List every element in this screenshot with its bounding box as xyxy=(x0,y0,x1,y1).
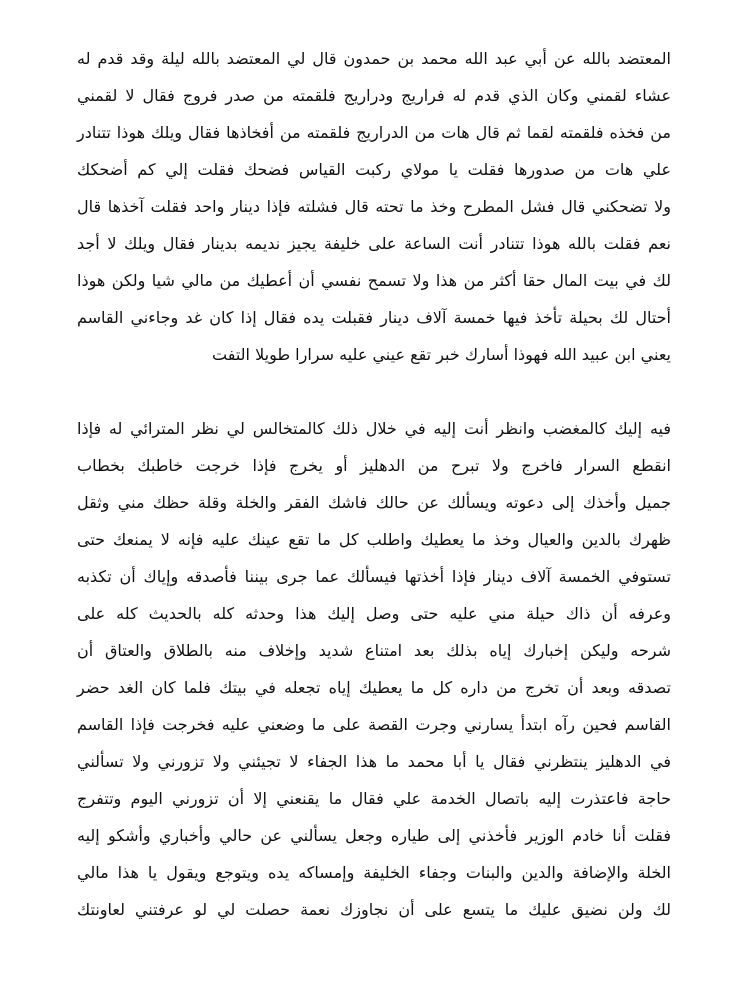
text-line: القاسم فحين رآه ابتدأ يسارني وجرت القصة على ما وضعني عليه فخرجت فإذا القاسم xyxy=(77,715,671,734)
text-line: المعتضد بالله عن أبي عبد الله محمد بن حمدون قال لي المعتضد بالله ليلة وقد قدم له xyxy=(77,49,671,68)
text-line: في الدهليز ينتظرني فقال يا أبا محمد ما هذا الجفاء لا تجيئني ولا تزورني ولا تسألني xyxy=(77,752,671,771)
text-line: علي هات من صدورها فقلت يا مولاي ركبت القياس فضحك فقلت إلي كم أضحكك xyxy=(77,160,671,179)
text-line: أحتال لك بحيلة تأخذ فيها خمسة آلاف دينار فقبلت يده فقال إذا كان غد وجاءني القاسم xyxy=(77,308,671,327)
text-line: تستوفي الخمسة آلاف دينار فإذا أخذتها فيسألك عما جرى بيننا فأصدقه وإياك أن تكذبه xyxy=(77,567,671,586)
text-line: حاجة فاعتذرت إليه باتصال الخدمة علي فقال ما يقنعني إلا أن تزورني اليوم وتتفرج xyxy=(77,789,671,808)
text-line: الخلة والإضافة والدين والبنات وجفاء الخليفة وإمساكه يده ويتوجع ويقول يا هذا مالي xyxy=(77,863,671,882)
text-line: عشاء لقمني وكان الذي قدم له فراريج ودراريج فلقمته من صدر فروج فقال لا لقمني xyxy=(77,86,671,105)
text-line: من فخذه فلقمته لقما ثم قال هات من الدراريج فلقمته من أفخاذها فقال ويلك هوذا تتنادر xyxy=(77,123,671,142)
text-line: وعرفه أن ذاك حيلة مني عليه حتى وصل إليك هذا وحدثه كله بالحديث كله على xyxy=(77,604,671,623)
text-line: لك ولن نضيق عليك ما يتسع على أن نجاوزك نعمة حصلت لي لو عرفتني لعاونتك xyxy=(77,900,671,919)
text-line: تصدقه وبعد أن تخرج من داره كل ما يعطيك إياه تجعله في بيتك فلما كان الغد حضر xyxy=(77,678,671,697)
paragraph-1 xyxy=(77,40,671,373)
text-line: شرحه وليكن إخبارك إياه بذلك بعد امتناع شديد وإخلاف منه بالطلاق والعتاق أن xyxy=(77,641,671,660)
text-line: جميل وأخذك إلى دعوته ويسألك عن حالك فاشك الفقر والخلة وقلة حظك مني وثقل xyxy=(77,493,671,512)
text-line: يعني ابن عبيد الله فهوذا أسارك خبر تقع عيني عليه سرارا طويلا التفت xyxy=(212,345,671,364)
text-line: نعم فقلت بالله هوذا تتنادر أنت الساعة على خليفة يجيز نديمه بدينار فقال ويلك لا أجد xyxy=(77,234,671,253)
paragraph-2 xyxy=(77,410,671,928)
text-line: ولا تضحكني قال فشل المطرح وخذ ما تحته قال فشلته فإذا دينار واحد فقلت آخذها قال xyxy=(77,197,671,216)
text-line: انقطع السرار فاخرج ولا تبرح من الدهليز أو يخرج فإذا خرجت خاطبك بخطاب xyxy=(77,456,671,475)
text-line: لك في بيت المال حقا أكثر من هذا ولا تسمح نفسي أن أعطيك من مالي شيا ولكن هوذا xyxy=(77,271,671,290)
text-line: فيه إليك كالمغضب وانظر أنت إليه في خلال ذلك كالمتخالس لي نظر المترائي له فإذا xyxy=(77,419,671,438)
text-line: ظهرك بالدين والعيال وخذ ما يعطيك واطلب كل ما تقع عينك عليه فإنه لا يمنعك حتى xyxy=(77,530,671,549)
text-line: فقلت أنا خادم الوزير فأخذني إلى طياره وجعل يسألني عن حالي وأخباري وأشكو إليه xyxy=(77,826,671,845)
